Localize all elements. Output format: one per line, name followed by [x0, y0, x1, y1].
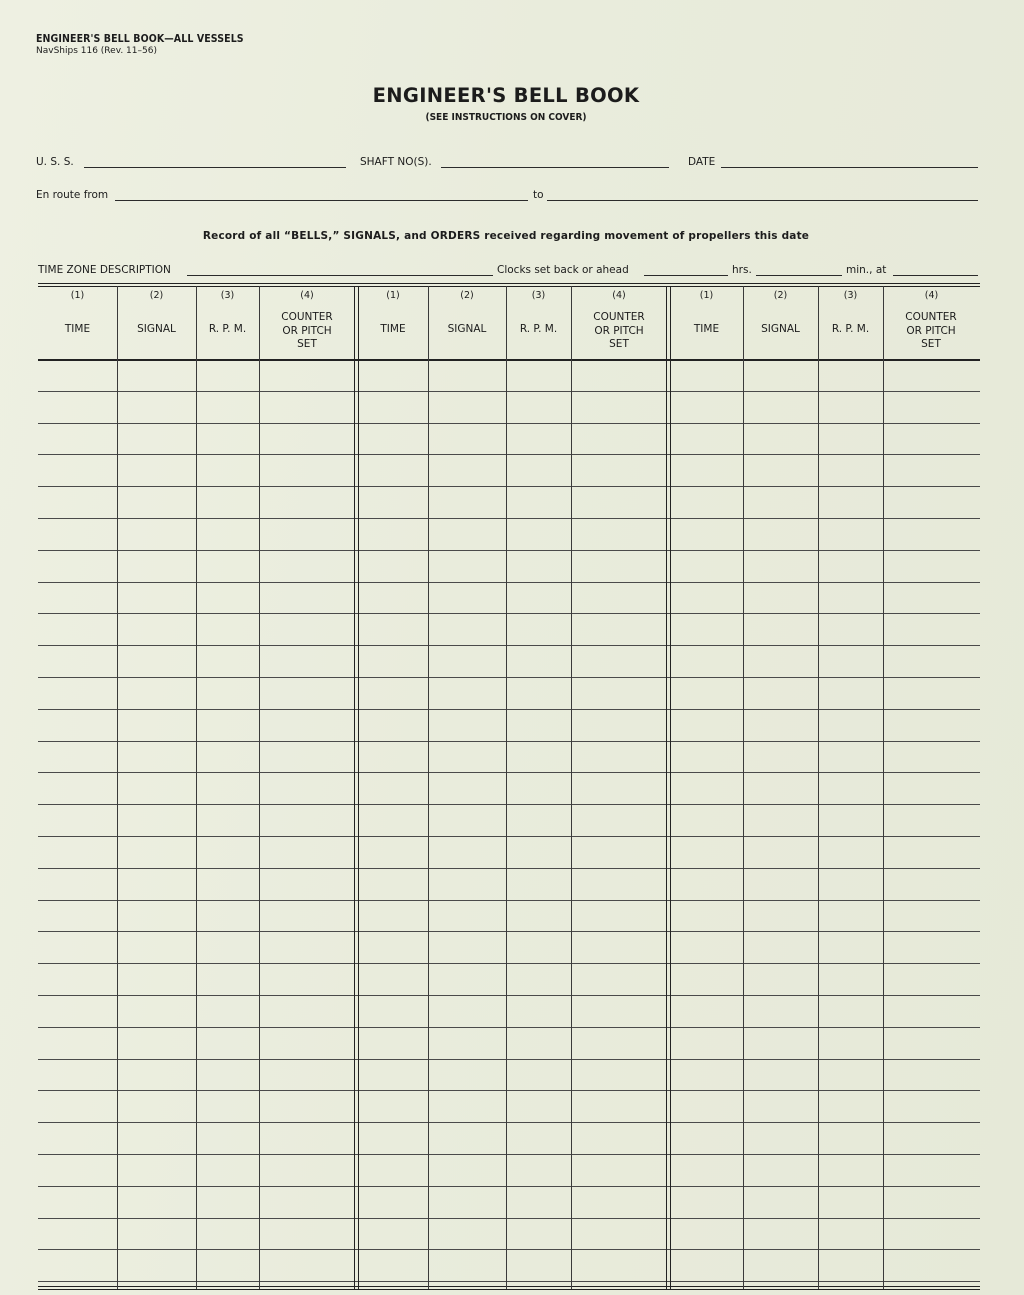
col-number: (2) [773, 290, 788, 301]
col-number: (3) [843, 290, 858, 301]
col-header-time: TIME [693, 323, 720, 335]
table-bottom-rule [38, 1286, 980, 1287]
table-row[interactable] [38, 868, 980, 869]
column-divider [506, 286, 507, 1289]
table-row[interactable] [38, 454, 980, 455]
col-number: (2) [460, 290, 474, 301]
table-row[interactable] [38, 963, 980, 964]
table-row[interactable] [38, 1059, 980, 1060]
timezone-field[interactable] [187, 275, 493, 276]
table-top-rule [38, 283, 980, 284]
col-header-signal: SIGNAL [447, 323, 487, 335]
clocks-hrs-field[interactable] [644, 275, 728, 276]
clocks-at-field[interactable] [893, 275, 978, 276]
form-number: NavShips 116 (Rev. 11–56) [36, 46, 157, 57]
table-row[interactable] [38, 486, 980, 487]
table-row[interactable] [38, 995, 980, 996]
column-divider [818, 286, 819, 1289]
clocks-label: Clocks set back or ahead [497, 264, 629, 276]
col-number: (3) [220, 290, 235, 301]
enroute-to-field[interactable] [547, 200, 978, 201]
hrs-label: hrs. [732, 264, 752, 276]
col-number: (1) [386, 290, 400, 301]
table-row[interactable] [38, 1186, 980, 1187]
column-divider [117, 286, 118, 1289]
column-divider [571, 286, 572, 1289]
table-row[interactable] [38, 613, 980, 614]
enroute-label: En route from [36, 189, 109, 201]
col-number: (1) [699, 290, 714, 301]
table-row[interactable] [38, 1154, 980, 1155]
table-row[interactable] [38, 772, 980, 773]
col-header-counter: COUNTER OR PITCH SET [593, 311, 645, 351]
table-row[interactable] [38, 931, 980, 932]
col-header-signal: SIGNAL [761, 323, 800, 335]
enroute-from-field[interactable] [115, 200, 528, 201]
col-header-signal: SIGNAL [137, 323, 176, 335]
table-row[interactable] [38, 1122, 980, 1123]
table-row[interactable] [38, 741, 980, 742]
table-row[interactable] [38, 582, 980, 583]
col-number: (4) [300, 290, 314, 301]
col-number: (4) [924, 290, 939, 301]
table-row[interactable] [38, 550, 980, 551]
uss-field[interactable] [84, 167, 346, 168]
column-divider [259, 286, 260, 1289]
table-row[interactable] [38, 709, 980, 710]
table-row[interactable] [38, 1281, 980, 1282]
to-label: to [533, 189, 544, 201]
table-row[interactable] [38, 518, 980, 519]
page-subtitle: (SEE INSTRUCTIONS ON COVER) [425, 112, 587, 123]
col-header-time: TIME [380, 323, 406, 335]
col-number: (1) [70, 290, 85, 301]
table-row[interactable] [38, 804, 980, 805]
form-identifier [36, 34, 244, 56]
shaft-field[interactable] [441, 167, 669, 168]
col-number: (2) [149, 290, 164, 301]
page-title: ENGINEER'S BELL BOOK [372, 84, 640, 107]
table-row[interactable] [38, 900, 980, 901]
table-row[interactable] [38, 1027, 980, 1028]
column-divider [743, 286, 744, 1289]
table-row[interactable] [38, 423, 980, 424]
table-row[interactable] [38, 1090, 980, 1091]
col-number: (3) [531, 290, 546, 301]
min-at-label: min., at [846, 264, 887, 276]
col-header-counter: COUNTER OR PITCH SET [281, 311, 333, 351]
form-name: ENGINEER'S BELL BOOK—ALL VESSELS [36, 33, 244, 45]
table-row[interactable] [38, 645, 980, 646]
header-bottom-rule [38, 359, 980, 361]
uss-label: U. S. S. [36, 156, 74, 168]
column-divider [883, 286, 884, 1289]
table-row[interactable] [38, 836, 980, 837]
col-header-time: TIME [64, 323, 91, 335]
table-row[interactable] [38, 1249, 980, 1250]
table-top-rule-inner [38, 286, 980, 287]
date-field[interactable] [721, 167, 978, 168]
record-note: Record of all “BELLS,” SIGNALS, and ORDERS received regarding movement of propellers this date [202, 230, 810, 242]
table-row[interactable] [38, 677, 980, 678]
table-row[interactable] [38, 391, 980, 392]
group-separator [354, 286, 359, 1289]
clocks-min-field[interactable] [756, 275, 842, 276]
col-header-rpm: R. P. M. [208, 323, 247, 335]
col-header-counter: COUNTER OR PITCH SET [905, 311, 957, 351]
column-divider [196, 286, 197, 1289]
col-header-rpm: R. P. M. [831, 323, 870, 335]
group-separator [666, 286, 671, 1289]
table-row[interactable] [38, 1218, 980, 1219]
date-label: DATE [688, 156, 716, 168]
column-divider [428, 286, 429, 1289]
col-number: (4) [612, 290, 626, 301]
timezone-label: TIME ZONE DESCRIPTION [38, 264, 171, 276]
shaft-label: SHAFT NO(S). [360, 156, 432, 168]
table-bottom-rule-inner [38, 1289, 980, 1290]
col-header-rpm: R. P. M. [519, 323, 558, 335]
